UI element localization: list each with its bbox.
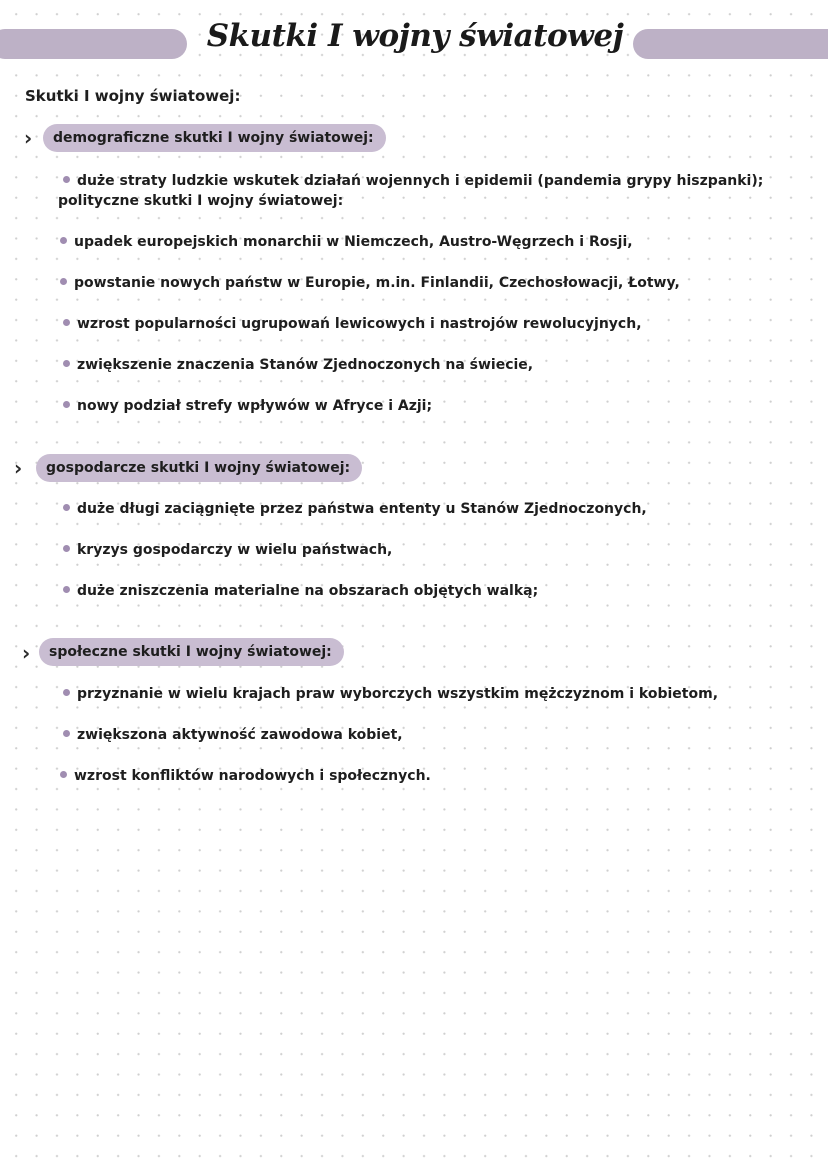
section-heading-demographic: demograficzne skutki I wojny światowej:	[43, 124, 386, 152]
list-item	[63, 582, 538, 600]
list-item	[63, 315, 642, 333]
bullet-dot-icon	[60, 278, 67, 285]
list-item-text: wzrost popularności ugrupowań lewicowych i nastrojów rewolucyjnych,	[77, 316, 642, 332]
section-heading-economic: gospodarcze skutki I wojny światowej:	[36, 454, 362, 482]
bullet-dot-icon	[63, 689, 70, 696]
bullet-dot-icon	[63, 401, 70, 408]
title-banner-left	[0, 29, 187, 59]
intro-heading: Skutki I wojny światowej:	[25, 87, 241, 105]
list-item	[63, 541, 392, 559]
bullet-dot-icon	[63, 545, 70, 552]
list-item-text: kryzys gospodarczy w wielu państwach,	[77, 542, 393, 558]
chevron-right-icon: ›	[22, 641, 31, 665]
chevron-right-icon: ›	[14, 456, 23, 480]
list-item-text: wzrost konfliktów narodowych i społecznych.	[74, 768, 431, 784]
list-item-text: zwiększenie znaczenia Stanów Zjednoczonych na świecie,	[77, 357, 534, 373]
bullet-dot-icon	[63, 504, 70, 511]
list-item	[60, 274, 680, 292]
list-item	[63, 172, 763, 190]
bullet-dot-icon	[63, 360, 70, 367]
list-item	[63, 726, 403, 744]
list-item-text: przyznanie w wielu krajach praw wyborczych wszystkim mężczyznom i kobietom,	[77, 686, 719, 702]
bullet-dot-icon	[63, 586, 70, 593]
bullet-dot-icon	[63, 176, 70, 183]
list-item-text: upadek europejskich monarchii w Niemczech, Austro-Węgrzech i Rosji,	[74, 234, 633, 250]
list-item	[63, 397, 432, 415]
list-item-text: zwiększona aktywność zawodowa kobiet,	[77, 727, 403, 743]
list-item	[63, 356, 533, 374]
subheading-political: polityczne skutki I wojny światowej:	[58, 193, 344, 209]
bullet-dot-icon	[63, 730, 70, 737]
bullet-dot-icon	[60, 771, 67, 778]
page-title: Skutki I wojny światowej	[206, 18, 624, 54]
bullet-dot-icon	[60, 237, 67, 244]
bullet-dot-icon	[63, 319, 70, 326]
chevron-right-icon: ›	[24, 126, 33, 150]
list-item	[63, 500, 647, 518]
list-item-text: duże straty ludzkie wskutek działań wojennych i epidemii (pandemia grypy hiszpanki);	[77, 173, 764, 189]
list-item-text: duże zniszczenia materialne na obszarach objętych walką;	[77, 583, 539, 599]
list-item-text: duże długi zaciągnięte przez państwa ententy u Stanów Zjednoczonych,	[77, 501, 647, 517]
list-item	[63, 685, 718, 703]
title-banner-right	[633, 29, 828, 59]
list-item	[60, 233, 633, 251]
list-item-text: powstanie nowych państw w Europie, m.in. Finlandii, Czechosłowacji, Łotwy,	[74, 275, 680, 291]
list-item-text: nowy podział strefy wpływów w Afryce i Azji;	[77, 398, 433, 414]
section-heading-social: społeczne skutki I wojny światowej:	[39, 638, 344, 666]
list-item	[60, 767, 431, 785]
